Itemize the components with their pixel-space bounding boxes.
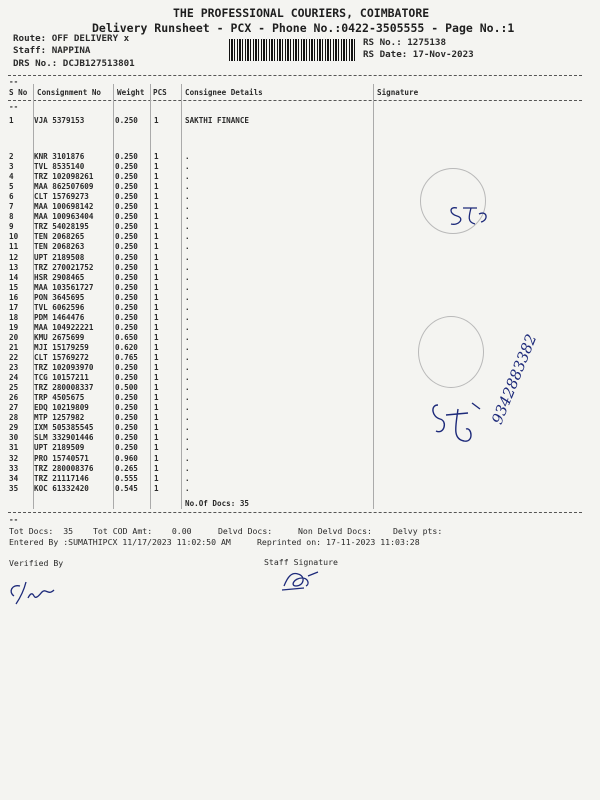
row-weight: 0.555 [115,473,138,483]
row-consignment: TRZ 21117146 [34,473,89,483]
row-consignment: TRZ 270021752 [34,262,94,272]
row-sno: 27 [9,403,19,413]
row-consignment: HSR 2908465 [34,272,85,282]
table-row [0,253,600,263]
row-consignment: TRZ 280008376 [34,463,94,473]
staff-signature-label: Staff Signature [264,557,338,567]
table-row [0,116,600,126]
row-sno: 33 [9,463,19,473]
company-title: THE PROFESSIONAL COURIERS, COIMBATORE [173,6,430,20]
row-sno: 3 [9,162,14,172]
row-sno: 21 [9,342,19,352]
row-details: . [185,152,190,161]
row-consignment: MAA 100963404 [34,212,94,222]
entered-by: Entered By :SUMATHIPCX 11/17/2023 11:02:50 AM [9,537,231,547]
row-pcs: 1 [154,222,159,232]
row-sno: 5 [9,182,14,192]
row-consignment: MJI 15179259 [34,342,89,352]
row-sno: 23 [9,363,19,373]
row-pcs: 1 [154,162,159,172]
row-weight: 0.250 [115,312,138,322]
row-details: . [185,202,190,212]
row-pcs: 1 [154,473,159,483]
table-row [0,273,600,283]
table-row [0,433,600,443]
table-row [0,263,600,273]
table-row [0,474,600,484]
row-details: . [185,322,190,332]
row-details: . [185,353,190,362]
row-sno: 7 [9,202,14,212]
row-details: . [185,453,190,463]
table-row [0,172,600,182]
no-of-docs: No.Of Docs: 35 [185,499,250,508]
row-pcs: 1 [154,182,159,192]
row-weight: 0.250 [115,423,138,433]
row-details: . [185,192,190,202]
tot-cod-amt: Tot COD Amt: 0.00 [93,526,192,536]
row-weight: 0.250 [115,242,138,252]
row-sno: 29 [9,423,19,433]
row-details: . [185,292,190,302]
row-weight: 0.250 [115,182,138,192]
row-sno: 4 [9,172,14,182]
col-weight: Weight [117,88,145,97]
row-pcs: 1 [154,353,159,362]
row-weight: 0.960 [115,453,138,463]
row-sno: 12 [9,252,19,262]
row-consignment: UPT 2189509 [34,443,85,453]
table-row [0,303,600,313]
tot-docs: Tot Docs: 35 [9,526,74,536]
row-pcs: 1 [154,172,159,182]
row-details: . [185,383,190,393]
verified-by: Verified By [9,558,64,568]
row-consignment: TCG 10157211 [34,373,89,383]
drs-number: DRS No.: DCJB127513801 [13,58,135,69]
handwritten-phone: 9342883382 [488,331,541,427]
row-sno: 1 [9,116,14,125]
table-row [0,182,600,192]
row-weight: 0.250 [115,363,138,373]
row-weight: 0.250 [115,403,138,413]
runsheet-subtitle: Delivery Runsheet - PCX - Phone No.:0422-3505555 - Page No.:1 [92,21,515,35]
row-pcs: 1 [154,433,159,443]
row-weight: 0.250 [115,322,138,332]
table-row [0,293,600,303]
row-pcs: 1 [154,322,159,332]
row-weight: 0.250 [115,162,138,172]
row-pcs: 1 [154,292,159,302]
table-row [0,454,600,464]
col-details: Consignee Details [185,88,263,97]
table-row [0,423,600,433]
row-details: . [185,332,190,342]
row-consignment: TEN 2068265 [34,232,85,242]
row-details: . [185,242,190,252]
row-consignment: VJA 5379153 [34,116,85,125]
rs-date: RS Date: 17-Nov-2023 [363,49,474,60]
row-details: . [185,342,190,352]
row-weight: 0.250 [115,116,138,125]
row-pcs: 1 [154,483,159,493]
row-weight: 0.250 [115,192,138,202]
row-pcs: 1 [154,152,159,161]
row-weight: 0.250 [115,433,138,443]
row-sno: 2 [9,152,14,161]
row-details: . [185,182,190,192]
table-row [0,313,600,323]
row-pcs: 1 [154,192,159,202]
row-consignment: TRZ 280008337 [34,383,94,393]
row-consignment: KMU 2675699 [34,332,85,342]
row-consignment: MAA 100698142 [34,202,94,212]
table-row [0,353,600,363]
row-details: . [185,483,190,493]
row-details: . [185,282,190,292]
table-row [0,283,600,293]
row-consignment: TVL 6062596 [34,302,85,312]
row-weight: 0.250 [115,393,138,403]
row-details: . [185,423,190,433]
row-consignment: KNR 3101876 [34,152,85,161]
row-details: . [185,232,190,242]
row-consignment: TEN 2068263 [34,242,85,252]
row-details: . [185,363,190,373]
table-row [0,192,600,202]
row-details: . [185,433,190,443]
row-sno: 8 [9,212,14,222]
row-sno: 25 [9,383,19,393]
row-consignment: PON 3645695 [34,292,85,302]
row-details: . [185,172,190,182]
row-sno: 17 [9,302,19,312]
table-row [0,162,600,172]
row-details: . [185,443,190,453]
row-pcs: 1 [154,262,159,272]
row-details: . [185,373,190,383]
row-weight: 0.620 [115,342,138,352]
row-sno: 11 [9,242,19,252]
separator-header [8,100,582,101]
row-details: . [185,413,190,423]
row-consignment: MAA 103561727 [34,282,94,292]
table-row [0,232,600,242]
separator-marker: -- [9,77,19,86]
row-weight: 0.545 [115,483,138,493]
row-sno: 18 [9,312,19,322]
row-consignment: TRZ 54028195 [34,222,89,232]
row-pcs: 1 [154,373,159,383]
row-weight: 0.765 [115,353,138,362]
row-pcs: 1 [154,363,159,373]
delvy-pts: Delvy pts: [393,526,443,536]
row-sno: 16 [9,292,19,302]
row-consignment: IXM 505385545 [34,423,94,433]
row-weight: 0.250 [115,292,138,302]
row-consignment: MAA 104922221 [34,322,94,332]
table-row [0,443,600,453]
col-sno: S No [9,88,28,97]
row-weight: 0.650 [115,332,138,342]
row-details: . [185,212,190,222]
row-details: . [185,312,190,322]
row-pcs: 1 [154,116,159,125]
row-pcs: 1 [154,393,159,403]
row-pcs: 1 [154,342,159,352]
row-weight: 0.250 [115,272,138,282]
row-consignment: KOC 61332420 [34,483,89,493]
row-weight: 0.250 [115,152,138,161]
row-weight: 0.250 [115,282,138,292]
row-consignment: UPT 2189508 [34,252,85,262]
row-pcs: 1 [154,443,159,453]
row-weight: 0.250 [115,212,138,222]
row-weight: 0.250 [115,443,138,453]
row-pcs: 1 [154,383,159,393]
row-sno: 15 [9,282,19,292]
col-pcs: PCS [153,88,167,97]
col-signature: Signature [377,88,419,97]
row-weight: 0.250 [115,413,138,423]
reprinted-on: Reprinted on: 17-11-2023 11:03:28 [257,537,420,547]
row-details: . [185,222,190,232]
rubber-stamp [418,316,484,388]
row-weight: 0.250 [115,302,138,312]
table-row [0,242,600,252]
row-pcs: 1 [154,463,159,473]
row-details: . [185,262,190,272]
row-sno: 30 [9,433,19,443]
table-row [0,464,600,474]
row-sno: 19 [9,322,19,332]
barcode [229,39,357,61]
separator-marker: -- [9,515,19,524]
row-consignment: TRZ 102098261 [34,172,94,182]
row-pcs: 1 [154,332,159,342]
row-consignment: CLT 15769273 [34,192,89,202]
col-consignment: Consignment No [37,88,102,97]
row-sno: 13 [9,262,19,272]
row-weight: 0.250 [115,202,138,212]
row-weight: 0.250 [115,262,138,272]
row-consignment: MAA 862507609 [34,182,94,192]
row-sno: 10 [9,232,19,242]
row-weight: 0.250 [115,373,138,383]
row-pcs: 1 [154,413,159,423]
row-weight: 0.250 [115,252,138,262]
row-pcs: 1 [154,202,159,212]
row-weight: 0.265 [115,463,138,473]
row-weight: 0.500 [115,383,138,393]
row-consignment: SLM 332901446 [34,433,94,443]
rs-number: RS No.: 1275138 [363,37,446,48]
table-row [0,333,600,343]
row-pcs: 1 [154,212,159,222]
row-consignment: EDQ 10219809 [34,403,89,413]
row-sno: 28 [9,413,19,423]
table-row [0,484,600,494]
row-weight: 0.250 [115,172,138,182]
row-consignment: PRO 15740571 [34,453,89,463]
row-pcs: 1 [154,403,159,413]
row-details: . [185,252,190,262]
table-row [0,202,600,212]
row-pcs: 1 [154,302,159,312]
row-pcs: 1 [154,282,159,292]
staff-label: Staff: NAPPINA [13,45,91,56]
row-sno: 6 [9,192,14,202]
table-row [0,343,600,353]
row-details: . [185,302,190,312]
row-sno: 35 [9,483,19,493]
row-consignment: TRZ 102093970 [34,363,94,373]
row-details: . [185,393,190,403]
row-details: . [185,473,190,483]
row-details: . [185,162,190,172]
row-weight: 0.250 [115,232,138,242]
row-consignment: TRP 4505675 [34,393,85,403]
table-row [0,222,600,232]
separator-bottom [8,512,582,513]
route-label: Route: OFF DELIVERY x [13,33,130,44]
table-row [0,212,600,222]
row-pcs: 1 [154,312,159,322]
table-row [0,323,600,333]
row-consignment: PDM 1464476 [34,312,85,322]
row-details: . [185,403,190,413]
table-row [0,413,600,423]
row-sno: 20 [9,332,19,342]
row-pcs: 1 [154,232,159,242]
row-consignment: TVL 8535140 [34,162,85,172]
separator-top [8,75,582,76]
row-sno: 32 [9,453,19,463]
row-pcs: 1 [154,423,159,433]
row-sno: 22 [9,353,19,362]
delvd-docs: Delvd Docs: [218,526,273,536]
row-sno: 14 [9,272,19,282]
row-sno: 31 [9,443,19,453]
row-pcs: 1 [154,242,159,252]
row-details: . [185,463,190,473]
row-pcs: 1 [154,453,159,463]
row-pcs: 1 [154,272,159,282]
table-row [0,152,600,162]
row-details: . [185,272,190,282]
row-sno: 34 [9,473,19,483]
row-consignment: CLT 15769272 [34,353,89,362]
row-sno: 9 [9,222,14,232]
separator-marker: -- [9,102,19,111]
row-pcs: 1 [154,252,159,262]
row-sno: 26 [9,393,19,403]
non-delvd-docs: Non Delvd Docs: [298,526,372,536]
row-weight: 0.250 [115,222,138,232]
row-sno: 24 [9,373,19,383]
row-details: SAKTHI FINANCE [185,116,250,125]
row-consignment: MTP 1257982 [34,413,85,423]
